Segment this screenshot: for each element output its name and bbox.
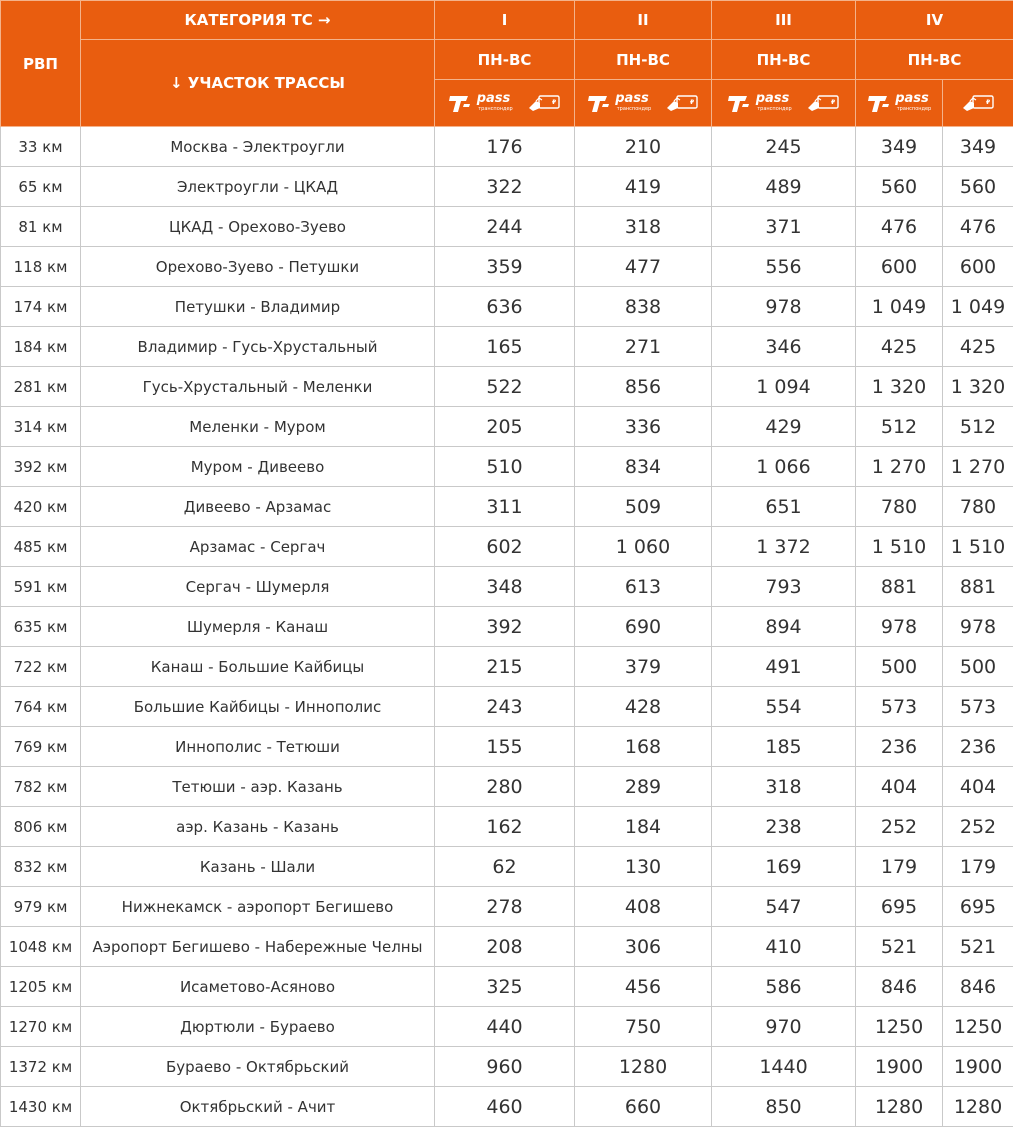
table-row [1,127,1013,167]
category-ii-header: II [575,1,712,40]
price-cell: 210 [575,127,712,167]
table-row [1,967,1013,1007]
price-cell: 185 [712,727,856,767]
price-cell: 346 [712,327,856,367]
price-cell: 1 372 [712,527,856,567]
table-row [1,1047,1013,1087]
price-cell: 560 [856,167,943,207]
price-cell: 960 [435,1047,575,1087]
rvp-cell: 485 км [1,527,81,567]
segment-cell: Тетюши - аэр. Казань [81,767,435,807]
table-row [1,647,1013,687]
price-cell: 1280 [943,1087,1013,1127]
price-cell: 252 [943,807,1013,847]
table-row [1,1007,1013,1047]
price-cell: 834 [575,447,712,487]
rvp-cell: 1430 км [1,1087,81,1127]
rvp-cell: 281 км [1,367,81,407]
price-cell: 547 [712,887,856,927]
price-cell: 602 [435,527,575,567]
rvp-cell: 33 км [1,127,81,167]
table-row [1,687,1013,727]
price-cell: 168 [575,727,712,767]
price-cell: 586 [712,967,856,1007]
pass-subtitle: транспондер [478,106,513,112]
category-header: КАТЕГОРИЯ ТС → [81,1,435,40]
table-row [1,247,1013,287]
price-cell: 318 [575,207,712,247]
price-cell: 408 [575,887,712,927]
price-cell: 554 [712,687,856,727]
segment-cell: Аэропорт Бегишево - Набережные Челны [81,927,435,967]
days-header-iv: ПН-ВС [856,40,1013,80]
tpass-transponder-icon [448,92,512,114]
rvp-cell: 764 км [1,687,81,727]
segment-cell: Шумерля - Канаш [81,607,435,647]
price-cell: 243 [435,687,575,727]
rvp-cell: 832 км [1,847,81,887]
price-cell: 838 [575,287,712,327]
price-cell: 600 [856,247,943,287]
price-cell: 1 049 [943,287,1013,327]
table-row [1,727,1013,767]
price-cell: 1 049 [856,287,943,327]
price-cell: 476 [856,207,943,247]
price-cell: 1900 [943,1047,1013,1087]
price-cell: 311 [435,487,575,527]
price-cell: 512 [943,407,1013,447]
svg-text:₽: ₽ [830,99,835,106]
price-cell: 560 [943,167,1013,207]
price-cell: 419 [575,167,712,207]
rvp-cell: 769 км [1,727,81,767]
price-cell: 179 [856,847,943,887]
price-cell: 613 [575,567,712,607]
days-header-iii: ПН-ВС [712,40,856,80]
price-cell: 322 [435,167,575,207]
rvp-cell: 806 км [1,807,81,847]
price-cell: 306 [575,927,712,967]
price-cell: 978 [943,607,1013,647]
price-cell: 500 [943,647,1013,687]
price-cell: 208 [435,927,575,967]
table-row [1,767,1013,807]
segment-cell: Петушки - Владимир [81,287,435,327]
rvp-cell: 392 км [1,447,81,487]
price-cell: 651 [712,487,856,527]
rvp-cell: 591 км [1,567,81,607]
rvp-cell: 1372 км [1,1047,81,1087]
price-cell: 894 [712,607,856,647]
price-cell: 428 [575,687,712,727]
rvp-cell: 184 км [1,327,81,367]
price-cell: 404 [856,767,943,807]
price-cell: 1280 [856,1087,943,1127]
price-cell: 780 [856,487,943,527]
price-cell: 440 [435,1007,575,1047]
price-cell: 244 [435,207,575,247]
table-row [1,407,1013,447]
rvp-cell: 118 км [1,247,81,287]
table-row [1,327,1013,367]
price-cell: 500 [856,647,943,687]
svg-text:₽: ₽ [986,99,991,106]
segment-cell: Сергач - Шумерля [81,567,435,607]
price-cell: 404 [943,767,1013,807]
table-row [1,167,1013,207]
price-cell: 695 [943,887,1013,927]
price-cell: 425 [856,327,943,367]
table-row [1,207,1013,247]
price-cell: 392 [435,607,575,647]
price-cell: 336 [575,407,712,447]
price-cell: 371 [712,207,856,247]
price-cell: 1250 [856,1007,943,1047]
price-cell: 236 [856,727,943,767]
price-cell: 600 [943,247,1013,287]
payment-icons-cell [712,80,856,127]
tpass-transponder-icon [587,92,651,114]
table-row [1,527,1013,567]
pass-word: pass [615,91,649,106]
svg-text:₽: ₽ [551,99,556,106]
table-row [1,1087,1013,1127]
price-cell: 325 [435,967,575,1007]
tpass-logo-icon [587,92,611,114]
price-cell: 349 [856,127,943,167]
price-cell: 846 [943,967,1013,1007]
segment-cell: Москва - Электроугли [81,127,435,167]
payment-card-icon [961,94,995,112]
price-cell: 215 [435,647,575,687]
pass-word: pass [476,91,511,106]
price-cell: 169 [712,847,856,887]
table-row [1,927,1013,967]
svg-text:₽: ₽ [690,99,695,106]
tpass-logo-icon [867,92,891,114]
price-cell: 850 [712,1087,856,1127]
category-iii-header: III [712,1,856,40]
segment-cell: Канаш - Большие Кайбицы [81,647,435,687]
segment-cell: Исаметово-Асяново [81,967,435,1007]
price-cell: 1 510 [943,527,1013,567]
price-cell: 271 [575,327,712,367]
rvp-cell: 81 км [1,207,81,247]
transponder-icon-cell [856,80,943,127]
rvp-cell: 722 км [1,647,81,687]
price-cell: 460 [435,1087,575,1127]
table-row [1,447,1013,487]
price-cell: 477 [575,247,712,287]
table-row [1,887,1013,927]
rvp-cell: 1048 км [1,927,81,967]
rvp-cell: 635 км [1,607,81,647]
price-cell: 750 [575,1007,712,1047]
price-cell: 1 320 [943,367,1013,407]
table-header [1,1,1013,127]
segment-cell: Электроугли - ЦКАД [81,167,435,207]
payment-card-icon [665,94,699,112]
rvp-cell: 1270 км [1,1007,81,1047]
price-cell: 476 [943,207,1013,247]
price-cell: 162 [435,807,575,847]
pass-subtitle: транспондер [757,106,792,112]
payment-card-icon [527,94,561,112]
price-cell: 660 [575,1087,712,1127]
days-header-ii: ПН-ВС [575,40,712,80]
price-cell: 510 [435,447,575,487]
price-cell: 1280 [575,1047,712,1087]
price-cell: 359 [435,247,575,287]
table-row [1,807,1013,847]
price-cell: 636 [435,287,575,327]
price-cell: 793 [712,567,856,607]
price-cell: 573 [856,687,943,727]
segment-cell: Орехово-Зуево - Петушки [81,247,435,287]
price-cell: 970 [712,1007,856,1047]
price-cell: 278 [435,887,575,927]
rvp-cell: 1205 км [1,967,81,1007]
table-body [1,127,1013,1127]
rvp-cell: 979 км [1,887,81,927]
segment-cell: аэр. Казань - Казань [81,807,435,847]
price-cell: 881 [856,567,943,607]
price-cell: 238 [712,807,856,847]
price-cell: 512 [856,407,943,447]
price-cell: 348 [435,567,575,607]
segment-cell: Октябрьский - Ачит [81,1087,435,1127]
price-cell: 1900 [856,1047,943,1087]
pass-word: pass [895,91,929,106]
segment-cell: Муром - Дивеево [81,447,435,487]
price-cell: 881 [943,567,1013,607]
segment-cell: Дивеево - Арзамас [81,487,435,527]
price-cell: 846 [856,967,943,1007]
pass-subtitle: транспондер [616,106,652,112]
price-cell: 695 [856,887,943,927]
price-cell: 245 [712,127,856,167]
price-cell: 1 510 [856,527,943,567]
segment-cell: Бураево - Октябрьский [81,1047,435,1087]
pass-word: pass [755,91,790,106]
pass-subtitle: транспондер [896,106,932,112]
rvp-header: РВП [1,1,81,127]
segment-cell: ЦКАД - Орехово-Зуево [81,207,435,247]
price-cell: 509 [575,487,712,527]
price-cell: 1 320 [856,367,943,407]
rvp-cell: 174 км [1,287,81,327]
category-i-header: I [435,1,575,40]
table-row [1,567,1013,607]
price-cell: 780 [943,487,1013,527]
price-cell: 978 [712,287,856,327]
price-cell: 491 [712,647,856,687]
price-cell: 318 [712,767,856,807]
price-cell: 1440 [712,1047,856,1087]
rvp-cell: 65 км [1,167,81,207]
price-cell: 1 094 [712,367,856,407]
price-cell: 236 [943,727,1013,767]
segment-cell: Меленки - Муром [81,407,435,447]
price-cell: 1 066 [712,447,856,487]
segment-cell: Нижнекамск - аэропорт Бегишево [81,887,435,927]
price-cell: 410 [712,927,856,967]
price-cell: 489 [712,167,856,207]
rvp-cell: 420 км [1,487,81,527]
price-cell: 252 [856,807,943,847]
price-cell: 556 [712,247,856,287]
segment-cell: Гусь-Хрустальный - Меленки [81,367,435,407]
table-row [1,847,1013,887]
tpass-transponder-icon [867,92,931,114]
price-cell: 62 [435,847,575,887]
price-cell: 456 [575,967,712,1007]
price-cell: 176 [435,127,575,167]
table-row [1,607,1013,647]
table-row [1,367,1013,407]
price-cell: 978 [856,607,943,647]
price-cell: 1 270 [943,447,1013,487]
price-cell: 205 [435,407,575,447]
price-cell: 130 [575,847,712,887]
price-cell: 521 [856,927,943,967]
price-cell: 379 [575,647,712,687]
price-cell: 425 [943,327,1013,367]
segment-header: ↓ УЧАСТОК ТРАССЫ [81,40,435,127]
price-cell: 184 [575,807,712,847]
price-cell: 165 [435,327,575,367]
price-cell: 349 [943,127,1013,167]
segment-cell: Казань - Шали [81,847,435,887]
segment-cell: Арзамас - Сергач [81,527,435,567]
tpass-logo-icon [727,92,751,114]
category-iv-header: IV [856,1,1013,40]
tpass-transponder-icon [727,92,791,114]
price-cell: 1250 [943,1007,1013,1047]
segment-cell: Большие Кайбицы - Иннополис [81,687,435,727]
price-cell: 429 [712,407,856,447]
rvp-cell: 314 км [1,407,81,447]
price-cell: 179 [943,847,1013,887]
price-cell: 1 060 [575,527,712,567]
table-row [1,287,1013,327]
segment-cell: Иннополис - Тетюши [81,727,435,767]
payment-icons-cell [435,80,575,127]
rvp-cell: 782 км [1,767,81,807]
price-cell: 289 [575,767,712,807]
tpass-logo-icon [448,92,472,114]
price-cell: 856 [575,367,712,407]
price-cell: 522 [435,367,575,407]
price-cell: 521 [943,927,1013,967]
price-cell: 155 [435,727,575,767]
table-row [1,487,1013,527]
payment-card-icon [806,94,840,112]
price-cell: 573 [943,687,1013,727]
days-header-i: ПН-ВС [435,40,575,80]
price-cell: 280 [435,767,575,807]
segment-cell: Владимир - Гусь-Хрустальный [81,327,435,367]
segment-cell: Дюртюли - Бураево [81,1007,435,1047]
card-icon-cell [943,80,1013,127]
price-cell: 690 [575,607,712,647]
price-cell: 1 270 [856,447,943,487]
payment-icons-cell [575,80,712,127]
